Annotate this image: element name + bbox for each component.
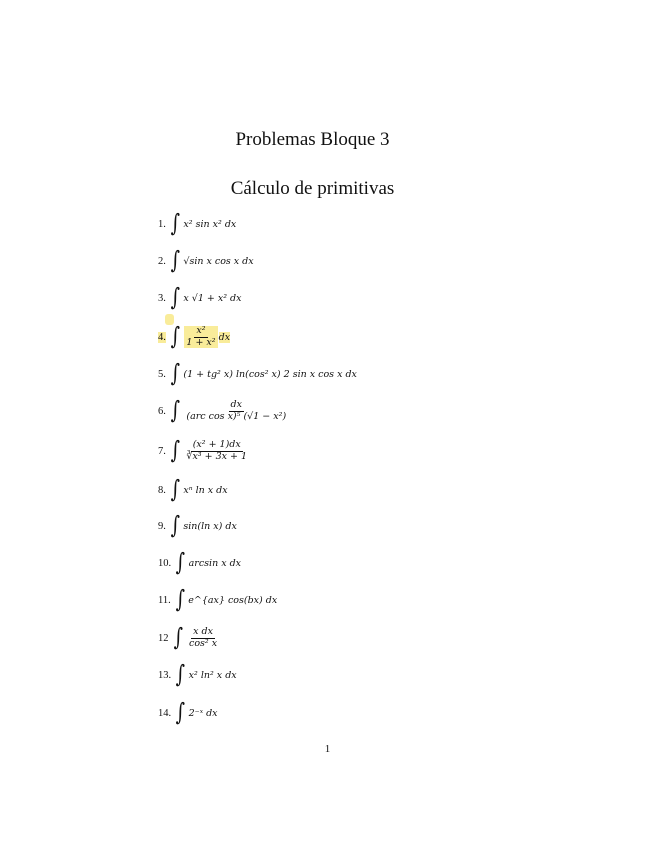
fraction-denominator: (arc cos x)⁵ (√1 − x²): [186, 410, 287, 422]
problem-expression: sin(ln x) dx: [183, 520, 237, 532]
integral-sign: ∫: [173, 623, 183, 651]
page-number: 1: [324, 743, 331, 755]
problem-number: 6.: [158, 405, 166, 417]
problem-12: [158, 622, 220, 654]
fraction: [184, 400, 288, 423]
problem-expression: x² ln² x dx: [188, 669, 237, 681]
problem-expression: (1 + tg² x) ln(cos² x) 2 sin x cos x dx: [183, 368, 357, 380]
problem-11: [158, 584, 277, 616]
problem-10: [158, 547, 241, 579]
problem-expression: arcsin x dx: [188, 557, 242, 569]
fraction-numerator: (x² + 1)dx: [192, 438, 241, 450]
problem-2: [158, 245, 254, 277]
problem-expression: xⁿ ln x dx: [183, 484, 228, 496]
problem-5: [158, 358, 357, 390]
problem-4: [158, 321, 230, 353]
problem-expression: x² sin x² dx: [183, 218, 237, 230]
problem-number: 7.: [158, 445, 166, 457]
integral-sign: ∫: [175, 585, 185, 613]
problem-expression-suffix: dx: [218, 331, 231, 343]
fraction: [187, 627, 219, 650]
integral-sign: ∫: [170, 359, 180, 387]
problem-number: 9.: [158, 520, 166, 532]
problem-expression: √sin x cos x dx: [183, 255, 254, 267]
integral-sign: ∫: [170, 209, 180, 237]
problem-number: 10.: [158, 557, 172, 569]
problem-number: 14.: [158, 707, 172, 719]
integral-sign: ∫: [170, 246, 180, 274]
integral-sign: ∫: [170, 475, 180, 503]
problem-number: 5.: [158, 368, 166, 380]
problem-9: [158, 510, 237, 542]
problem-number: 4.: [158, 331, 166, 343]
integral-sign: ∫: [170, 283, 180, 311]
problem-number: 3.: [158, 292, 166, 304]
integral-sign: ∫: [175, 548, 186, 576]
problem-number: 1.: [158, 218, 166, 230]
problem-number: 13.: [158, 669, 172, 681]
fraction-denominator: ∛x³ + 3x + 1: [186, 450, 248, 462]
problem-7: [158, 435, 250, 467]
problem-13: [158, 659, 237, 691]
fraction-denominator: 1 + x²: [186, 336, 216, 348]
fraction: [184, 440, 249, 463]
integral-sign: ∫: [170, 396, 180, 424]
problem-8: [158, 474, 228, 506]
section-title: Cálculo de primitivas: [230, 178, 395, 199]
integral-sign: ∫: [170, 322, 180, 350]
problem-6: [158, 395, 289, 427]
problem-3: [158, 282, 242, 314]
problem-1: [158, 208, 236, 240]
document-title: Problemas Bloque 3: [235, 129, 390, 150]
problem-14: [158, 697, 218, 729]
integral-sign: ∫: [175, 660, 186, 688]
problem-expression: 2⁻ˣ dx: [188, 707, 218, 719]
integral-sign: ∫: [170, 436, 180, 464]
fraction-denominator: cos² x: [189, 637, 218, 649]
fraction-numerator: dx: [230, 398, 242, 410]
problem-number: 12: [158, 632, 169, 644]
problem-number: 2.: [158, 255, 166, 267]
fraction: [184, 326, 217, 349]
problem-number: 11.: [158, 594, 171, 606]
problem-number: 8.: [158, 484, 166, 496]
integral-sign: ∫: [170, 511, 180, 539]
fraction-numerator: x dx: [193, 625, 213, 637]
problem-expression: e^{ax} cos(bx) dx: [188, 594, 278, 606]
problem-expression: x √1 + x² dx: [183, 292, 242, 304]
fraction-numerator: x²: [196, 324, 206, 336]
integral-sign: ∫: [175, 698, 186, 726]
